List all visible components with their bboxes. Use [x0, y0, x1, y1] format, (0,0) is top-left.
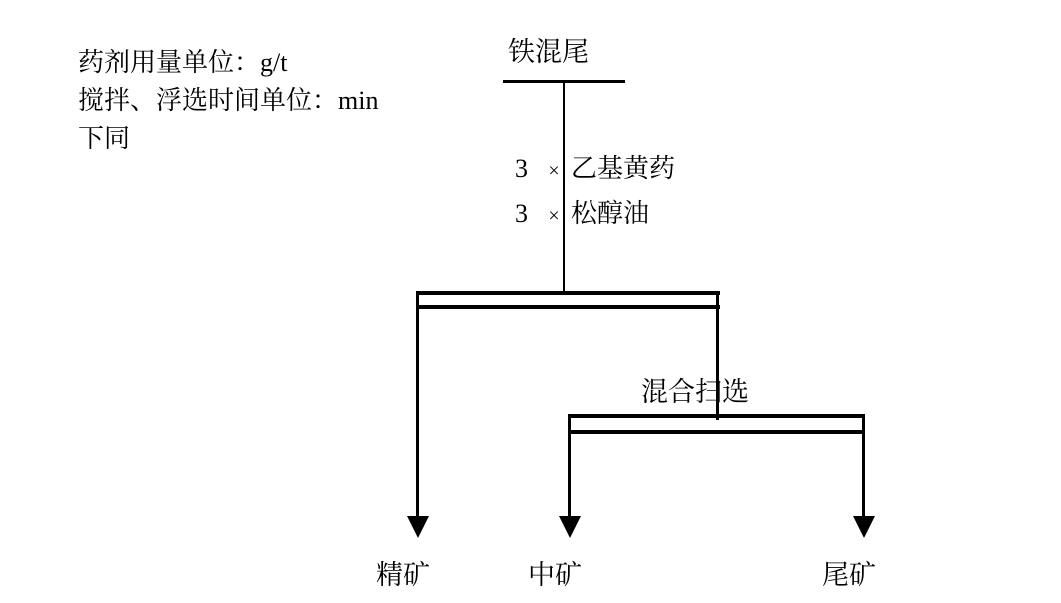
bank-2-tailings-line [862, 414, 865, 530]
units-note [78, 44, 378, 158]
reagent-amount-1: 3 [515, 199, 528, 228]
tailings-arrow-icon [853, 516, 875, 538]
reagent-times-icon-0: × [548, 160, 560, 182]
bank-1-bar-top [416, 291, 720, 295]
reagent-name-1: 松醇油 [571, 199, 650, 228]
bank-1-bar-bottom [416, 305, 720, 309]
feed-label: 铁混尾 [508, 37, 589, 67]
stage-label-scavenger: 混合扫选 [641, 377, 749, 407]
feed-stem-line [563, 82, 565, 294]
bank-2-bar-bottom [568, 430, 865, 434]
bank-1-concentrate-line [416, 291, 419, 530]
units-note-line-1: 药剂用量单位：g/t [78, 48, 288, 77]
output-label-0: 精矿 [376, 560, 430, 590]
reagent-amount-0: 3 [515, 154, 528, 183]
concentrate-arrow-icon [407, 516, 429, 538]
reagent-name-0: 乙基黄药 [571, 154, 676, 183]
output-label-2: 尾矿 [822, 560, 876, 590]
bank-2-bar-top [568, 414, 865, 418]
units-note-line-3: 下同 [78, 124, 131, 153]
reagent-times-icon-1: × [548, 205, 560, 227]
reagent-row-0 [515, 148, 675, 185]
units-note-line-2: 搅拌、浮选时间单位：min [78, 86, 379, 115]
middlings-arrow-icon [559, 516, 581, 538]
reagent-row-1 [515, 193, 649, 230]
bank-2-middlings-line [568, 414, 571, 530]
output-label-1: 中矿 [528, 560, 582, 590]
